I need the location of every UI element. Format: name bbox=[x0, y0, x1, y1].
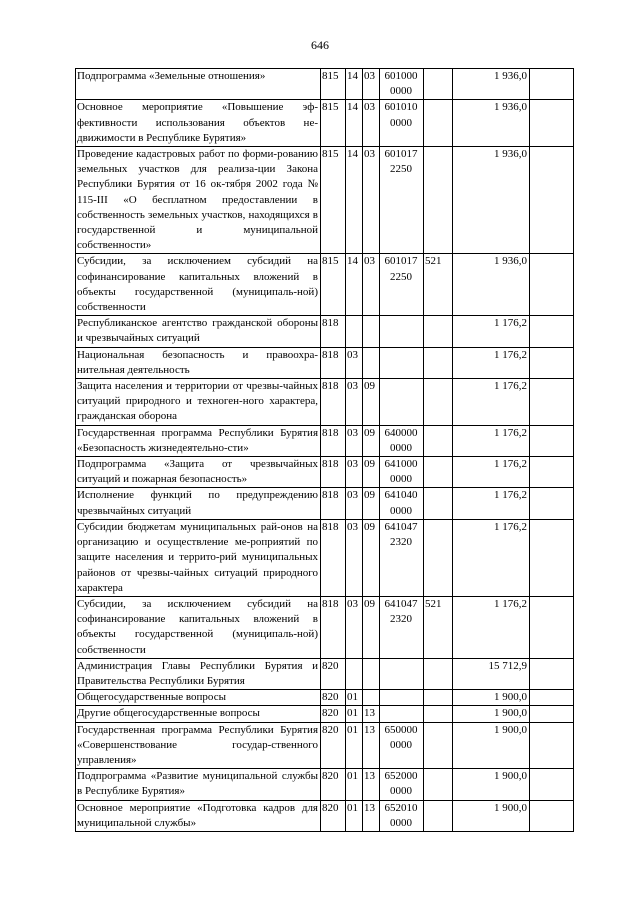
ministry-code: 818 bbox=[321, 347, 346, 378]
ministry-code: 818 bbox=[321, 457, 346, 488]
table-row bbox=[76, 316, 574, 347]
target-article-code: 641040 0000 bbox=[380, 488, 424, 519]
subsection-code: 09 bbox=[363, 379, 380, 426]
expense-type-code bbox=[424, 488, 453, 519]
expense-type-code: 521 bbox=[424, 254, 453, 316]
row-name: Проведение кадастровых работ по форми-рованию земельных участков для реализа-ции Закона Республики Бурятия от 16 ок-тября 2002 года № 115-III «О бесплатном предоставлении в собственность земельных участков, находящихся в государственной и муниципальной собственности» bbox=[76, 147, 321, 254]
ministry-code: 818 bbox=[321, 596, 346, 658]
section-code: 03 bbox=[346, 347, 363, 378]
empty-column bbox=[530, 706, 574, 722]
expense-type-code bbox=[424, 316, 453, 347]
expense-type-code bbox=[424, 658, 453, 689]
ministry-code: 818 bbox=[321, 425, 346, 456]
table-row bbox=[76, 254, 574, 316]
row-name: Субсидии, за исключением субсидий на софинансирование капитальных вложений в объекты государственной (муниципаль-ной) собственности bbox=[76, 596, 321, 658]
row-name: Подпрограмма «Защита от чрезвычайных ситуаций и пожарная безопасность» bbox=[76, 457, 321, 488]
expense-type-code bbox=[424, 690, 453, 706]
amount: 1 936,0 bbox=[453, 254, 530, 316]
table-row bbox=[76, 457, 574, 488]
amount: 1 176,2 bbox=[453, 519, 530, 596]
empty-column bbox=[530, 596, 574, 658]
section-code: 01 bbox=[346, 706, 363, 722]
budget-table bbox=[75, 68, 574, 832]
section-code: 14 bbox=[346, 100, 363, 147]
empty-column bbox=[530, 658, 574, 689]
amount: 1 936,0 bbox=[453, 100, 530, 147]
target-article-code bbox=[380, 379, 424, 426]
table-row bbox=[76, 722, 574, 769]
empty-column bbox=[530, 488, 574, 519]
ministry-code: 820 bbox=[321, 690, 346, 706]
amount: 15 712,9 bbox=[453, 658, 530, 689]
ministry-code: 818 bbox=[321, 316, 346, 347]
section-code: 03 bbox=[346, 379, 363, 426]
subsection-code: 03 bbox=[363, 147, 380, 254]
ministry-code: 815 bbox=[321, 254, 346, 316]
amount: 1 900,0 bbox=[453, 769, 530, 800]
expense-type-code bbox=[424, 722, 453, 769]
subsection-code bbox=[363, 658, 380, 689]
empty-column bbox=[530, 69, 574, 100]
row-name: Государственная программа Республики Бурятия «Безопасность жизнедеятельно-сти» bbox=[76, 425, 321, 456]
row-name: Субсидии, за исключением субсидий на софинансирование капитальных вложений в объекты государственной (муниципаль-ной) собственности bbox=[76, 254, 321, 316]
amount: 1 176,2 bbox=[453, 425, 530, 456]
section-code: 03 bbox=[346, 488, 363, 519]
empty-column bbox=[530, 769, 574, 800]
empty-column bbox=[530, 800, 574, 831]
table-row bbox=[76, 100, 574, 147]
page-number: 646 bbox=[311, 38, 329, 52]
empty-column bbox=[530, 722, 574, 769]
row-name: Основное мероприятие «Подготовка кадров для муниципальной службы» bbox=[76, 800, 321, 831]
ministry-code: 820 bbox=[321, 722, 346, 769]
section-code bbox=[346, 658, 363, 689]
section-code: 01 bbox=[346, 722, 363, 769]
row-name: Защита населения и территории от чрезвы-чайных ситуаций природного и техноген-ного характера, гражданская оборона bbox=[76, 379, 321, 426]
ministry-code: 820 bbox=[321, 706, 346, 722]
section-code: 03 bbox=[346, 519, 363, 596]
row-name: Субсидии бюджетам муниципальных рай-онов на организацию и осуществление ме-роприятий по защите населения и террито-рий муниципальных районов от чрезвы-чайных ситуаций природного характера bbox=[76, 519, 321, 596]
section-code: 01 bbox=[346, 690, 363, 706]
expense-type-code bbox=[424, 425, 453, 456]
ministry-code: 820 bbox=[321, 769, 346, 800]
target-article-code bbox=[380, 706, 424, 722]
expense-type-code bbox=[424, 457, 453, 488]
empty-column bbox=[530, 347, 574, 378]
section-code: 14 bbox=[346, 254, 363, 316]
subsection-code: 09 bbox=[363, 457, 380, 488]
amount: 1 176,2 bbox=[453, 488, 530, 519]
row-name: Основное мероприятие «Повышение эф-фективности использования объектов не-движимости в Республике Бурятия» bbox=[76, 100, 321, 147]
row-name: Администрация Главы Республики Бурятия и Правительства Республики Бурятия bbox=[76, 658, 321, 689]
section-code: 03 bbox=[346, 425, 363, 456]
expense-type-code bbox=[424, 519, 453, 596]
table-row bbox=[76, 379, 574, 426]
subsection-code: 03 bbox=[363, 69, 380, 100]
row-name: Исполнение функций по предупреждению чрезвычайных ситуаций bbox=[76, 488, 321, 519]
empty-column bbox=[530, 425, 574, 456]
subsection-code: 09 bbox=[363, 425, 380, 456]
row-name: Подпрограмма «Земельные отношения» bbox=[76, 69, 321, 100]
section-code: 03 bbox=[346, 457, 363, 488]
table-row bbox=[76, 596, 574, 658]
ministry-code: 820 bbox=[321, 800, 346, 831]
target-article-code bbox=[380, 316, 424, 347]
target-article-code: 652000 0000 bbox=[380, 769, 424, 800]
amount: 1 900,0 bbox=[453, 722, 530, 769]
empty-column bbox=[530, 316, 574, 347]
section-code bbox=[346, 316, 363, 347]
target-article-code: 601017 2250 bbox=[380, 147, 424, 254]
row-name: Общегосударственные вопросы bbox=[76, 690, 321, 706]
amount: 1 900,0 bbox=[453, 690, 530, 706]
ministry-code: 815 bbox=[321, 69, 346, 100]
budget-table-body bbox=[76, 69, 574, 832]
expense-type-code bbox=[424, 100, 453, 147]
ministry-code: 818 bbox=[321, 519, 346, 596]
table-row bbox=[76, 69, 574, 100]
amount: 1 936,0 bbox=[453, 69, 530, 100]
subsection-code: 09 bbox=[363, 519, 380, 596]
target-article-code: 641047 2320 bbox=[380, 519, 424, 596]
section-code: 01 bbox=[346, 800, 363, 831]
amount: 1 176,2 bbox=[453, 347, 530, 378]
table-row bbox=[76, 706, 574, 722]
empty-column bbox=[530, 457, 574, 488]
empty-column bbox=[530, 100, 574, 147]
table-row bbox=[76, 800, 574, 831]
expense-type-code bbox=[424, 69, 453, 100]
empty-column bbox=[530, 690, 574, 706]
target-article-code: 601017 2250 bbox=[380, 254, 424, 316]
subsection-code bbox=[363, 690, 380, 706]
empty-column bbox=[530, 519, 574, 596]
expense-type-code bbox=[424, 706, 453, 722]
target-article-code bbox=[380, 690, 424, 706]
expense-type-code: 521 bbox=[424, 596, 453, 658]
row-name: Подпрограмма «Развитие муниципальной службы в Республике Бурятия» bbox=[76, 769, 321, 800]
table-row bbox=[76, 519, 574, 596]
subsection-code: 13 bbox=[363, 722, 380, 769]
target-article-code: 641047 2320 bbox=[380, 596, 424, 658]
amount: 1 176,2 bbox=[453, 379, 530, 426]
row-name: Республиканское агентство гражданской обороны и чрезвычайных ситуаций bbox=[76, 316, 321, 347]
subsection-code: 09 bbox=[363, 596, 380, 658]
expense-type-code bbox=[424, 347, 453, 378]
amount: 1 176,2 bbox=[453, 596, 530, 658]
table-row bbox=[76, 658, 574, 689]
ministry-code: 815 bbox=[321, 147, 346, 254]
subsection-code: 09 bbox=[363, 488, 380, 519]
amount: 1 900,0 bbox=[453, 706, 530, 722]
subsection-code: 13 bbox=[363, 706, 380, 722]
table-row bbox=[76, 347, 574, 378]
target-article-code bbox=[380, 658, 424, 689]
row-name: Другие общегосударственные вопросы bbox=[76, 706, 321, 722]
target-article-code: 601000 0000 bbox=[380, 69, 424, 100]
amount: 1 176,2 bbox=[453, 316, 530, 347]
expense-type-code bbox=[424, 800, 453, 831]
expense-type-code bbox=[424, 147, 453, 254]
ministry-code: 815 bbox=[321, 100, 346, 147]
target-article-code: 601010 0000 bbox=[380, 100, 424, 147]
empty-column bbox=[530, 254, 574, 316]
subsection-code: 03 bbox=[363, 254, 380, 316]
section-code: 01 bbox=[346, 769, 363, 800]
section-code: 14 bbox=[346, 147, 363, 254]
table-row bbox=[76, 769, 574, 800]
amount: 1 936,0 bbox=[453, 147, 530, 254]
ministry-code: 818 bbox=[321, 488, 346, 519]
target-article-code: 641000 0000 bbox=[380, 457, 424, 488]
subsection-code: 13 bbox=[363, 800, 380, 831]
ministry-code: 820 bbox=[321, 658, 346, 689]
ministry-code: 818 bbox=[321, 379, 346, 426]
expense-type-code bbox=[424, 379, 453, 426]
empty-column bbox=[530, 147, 574, 254]
subsection-code bbox=[363, 347, 380, 378]
subsection-code bbox=[363, 316, 380, 347]
table-row bbox=[76, 690, 574, 706]
empty-column bbox=[530, 379, 574, 426]
amount: 1 900,0 bbox=[453, 800, 530, 831]
table-row bbox=[76, 488, 574, 519]
row-name: Национальная безопасность и правоохра-нительная деятельность bbox=[76, 347, 321, 378]
section-code: 14 bbox=[346, 69, 363, 100]
section-code: 03 bbox=[346, 596, 363, 658]
target-article-code: 650000 0000 bbox=[380, 722, 424, 769]
amount: 1 176,2 bbox=[453, 457, 530, 488]
subsection-code: 03 bbox=[363, 100, 380, 147]
target-article-code: 640000 0000 bbox=[380, 425, 424, 456]
table-row bbox=[76, 425, 574, 456]
expense-type-code bbox=[424, 769, 453, 800]
target-article-code: 652010 0000 bbox=[380, 800, 424, 831]
row-name: Государственная программа Республики Бурятия «Совершенствование государ-ственного управления» bbox=[76, 722, 321, 769]
target-article-code bbox=[380, 347, 424, 378]
subsection-code: 13 bbox=[363, 769, 380, 800]
table-row bbox=[76, 147, 574, 254]
